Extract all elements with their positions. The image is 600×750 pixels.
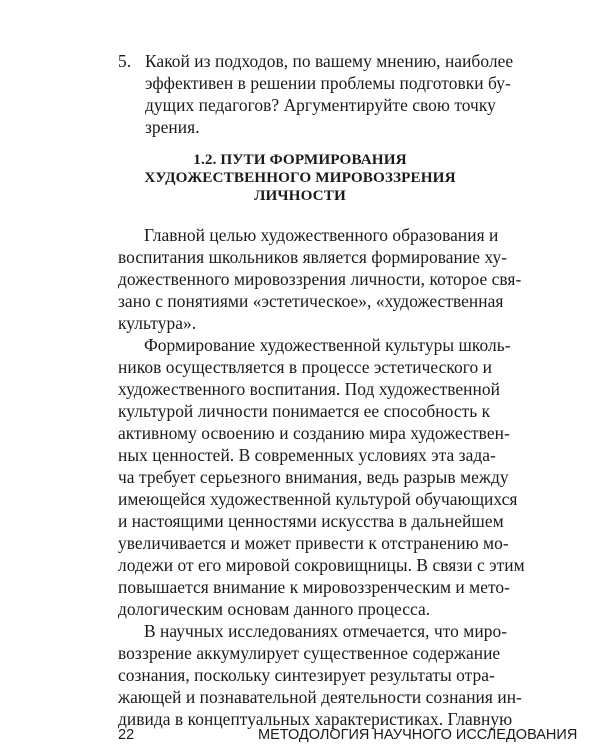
section-heading-line: ЛИЧНОСТИ (254, 187, 346, 204)
body-line: воззрение аккумулирует существенное содержание (118, 643, 501, 663)
page-number: 22 (118, 727, 135, 743)
question-line: Какой из подходов, по вашему мнению, наиболее (145, 51, 514, 71)
body-line: Формирование художественной культуры школь- (144, 335, 511, 355)
body-line: ников осуществляется в процессе эстетического и (118, 357, 492, 377)
question-line: эффективен в решении проблемы подготовки бу- (145, 73, 511, 93)
question-line: дущих педагогов? Аргументируйте свою точку (145, 95, 496, 115)
body-line: зано с понятиями «эстетическое», «художественная (118, 291, 504, 311)
body-line: Главной целью художественного образования и (144, 225, 499, 245)
body-line: повышается внимание к мировоззренческим и мето- (118, 577, 510, 597)
body-line: художественного воспитания. Под художественной (118, 379, 500, 399)
body-line: активному освоению и созданию мира художествен- (118, 423, 510, 443)
section-heading-line: ХУДОЖЕСТВЕННОГО МИРОВОЗЗРЕНИЯ (144, 169, 456, 186)
body-line: дологическим основам данного процесса. (118, 599, 431, 619)
body-line: дивида в концептуальных характеристиках. Главную (118, 709, 513, 729)
body-line: В научных исследованиях отмечается, что миро- (144, 621, 508, 641)
body-line: воспитания школьников является формирование ху- (118, 247, 508, 267)
body-line: сознания, поскольку синтезирует результаты отра- (118, 665, 495, 685)
body-line: дожественного мировоззрения личности, которое свя- (118, 269, 522, 289)
body-line: и настоящими ценностями искусства в дальнейшем (118, 511, 504, 531)
question-line: зрения. (145, 117, 200, 137)
body-line: ча требует серьезного внимания, ведь разрыв между (118, 467, 509, 487)
running-title: МЕТОДОЛОГИЯ НАУЧНОГО ИССЛЕДОВАНИЯ (258, 727, 578, 743)
section-heading-line: 1.2. ПУТИ ФОРМИРОВАНИЯ (193, 151, 407, 168)
body-line: культура». (118, 313, 197, 333)
body-line: лодежи от его мировой сокровищницы. В связи с этим (118, 555, 525, 575)
question-number: 5. (118, 51, 132, 71)
body-line: имеющейся художественной культурой обучающихся (118, 489, 518, 509)
body-line: ных ценностей. В современных условиях эта зада- (118, 445, 496, 465)
body-line: увеличивается и может привести к отстранению мо- (118, 533, 509, 553)
body-line: жающей и познавательной деятельности сознания ин- (118, 687, 522, 707)
body-line: культурой личности понимается ее способность к (118, 401, 491, 421)
